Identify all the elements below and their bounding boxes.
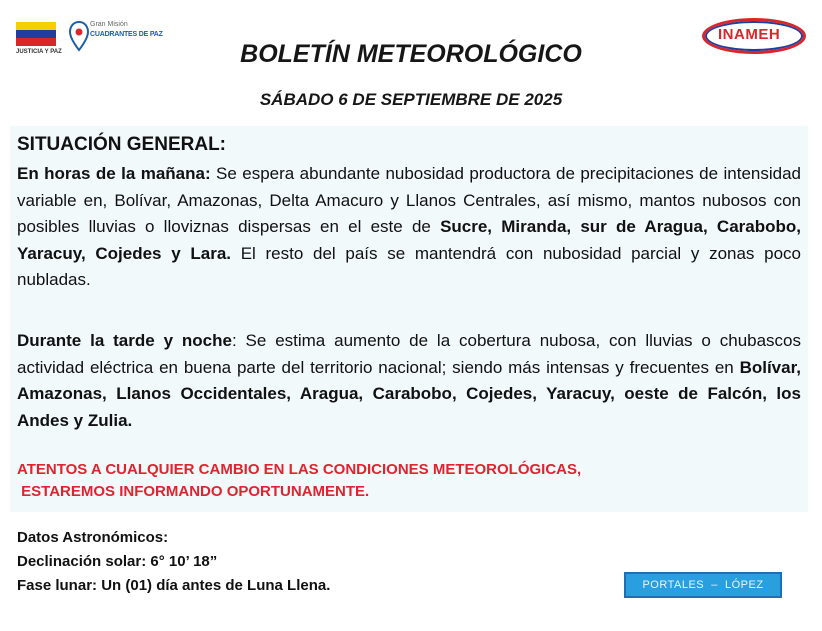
portales-lopez-badge: PORTALES – LÓPEZ bbox=[624, 572, 782, 598]
morning-bold-places: Sucre, Miranda, sur de Aragua, Carabobo, Yaracuy, Cojedes y Lara. bbox=[17, 217, 801, 263]
inameh-logo-text: INAMEH bbox=[718, 26, 781, 43]
mision-big-text: CUADRANTES DE PAZ bbox=[90, 31, 163, 38]
astronomical-data bbox=[17, 526, 330, 598]
situacion-heading: SITUACIÓN GENERAL: bbox=[17, 134, 226, 155]
mision-small-text: Gran Misión bbox=[90, 21, 128, 28]
astro-heading: Datos Astronómicos: bbox=[17, 529, 169, 546]
afternoon-forecast bbox=[17, 328, 801, 434]
page-title: BOLETÍN METEOROLÓGICO bbox=[240, 40, 582, 68]
afternoon-text-1: : Se estima aumento de la cobertura nubosa, con lluvias o chubascos actividad eléctrica en buena parte del territorio nacional; siendo más intensas y frecuentes en bbox=[17, 331, 802, 377]
morning-forecast bbox=[17, 161, 801, 294]
afternoon-bold-places: Bolívar, Amazonas, Llanos Occidentales, Aragua, Carabobo, Cojedes, Yaracuy, oeste de Falcón, los Andes y Zulia. bbox=[17, 357, 801, 430]
morning-label: En horas de la mañana: bbox=[17, 164, 211, 183]
solar-declination: Declinación solar: 6° 10’ 18” bbox=[17, 553, 218, 570]
morning-text-2: El resto del país se mantendrá con nubosidad parcial y zonas poco nubladas. bbox=[17, 243, 801, 289]
alert-line-1: ATENTOS A CUALQUIER CAMBIO EN LAS CONDICIONES METEOROLÓGICAS, bbox=[17, 461, 582, 478]
bulletin-date: SÁBADO 6 DE SEPTIEMBRE DE 2025 bbox=[259, 90, 563, 109]
alert-notice bbox=[17, 459, 581, 503]
afternoon-label: Durante la tarde y noche bbox=[17, 331, 232, 350]
morning-text-1: Se espera abundante nubosidad productora de precipitaciones de intensidad variable en, Bolívar, Amazonas, Delta Amacuro y Llanos Centrales, así mismo, mantos nubosos con posibles lluvias o lloviznas dispersas en el este de bbox=[17, 164, 801, 236]
alert-line-2: ESTAREMOS INFORMANDO OPORTUNAMENTE. bbox=[17, 483, 370, 500]
moon-phase: Fase lunar: Un (01) día antes de Luna Llena. bbox=[17, 577, 331, 594]
justicia-paz-caption: JUSTICIA Y PAZ bbox=[16, 49, 62, 55]
